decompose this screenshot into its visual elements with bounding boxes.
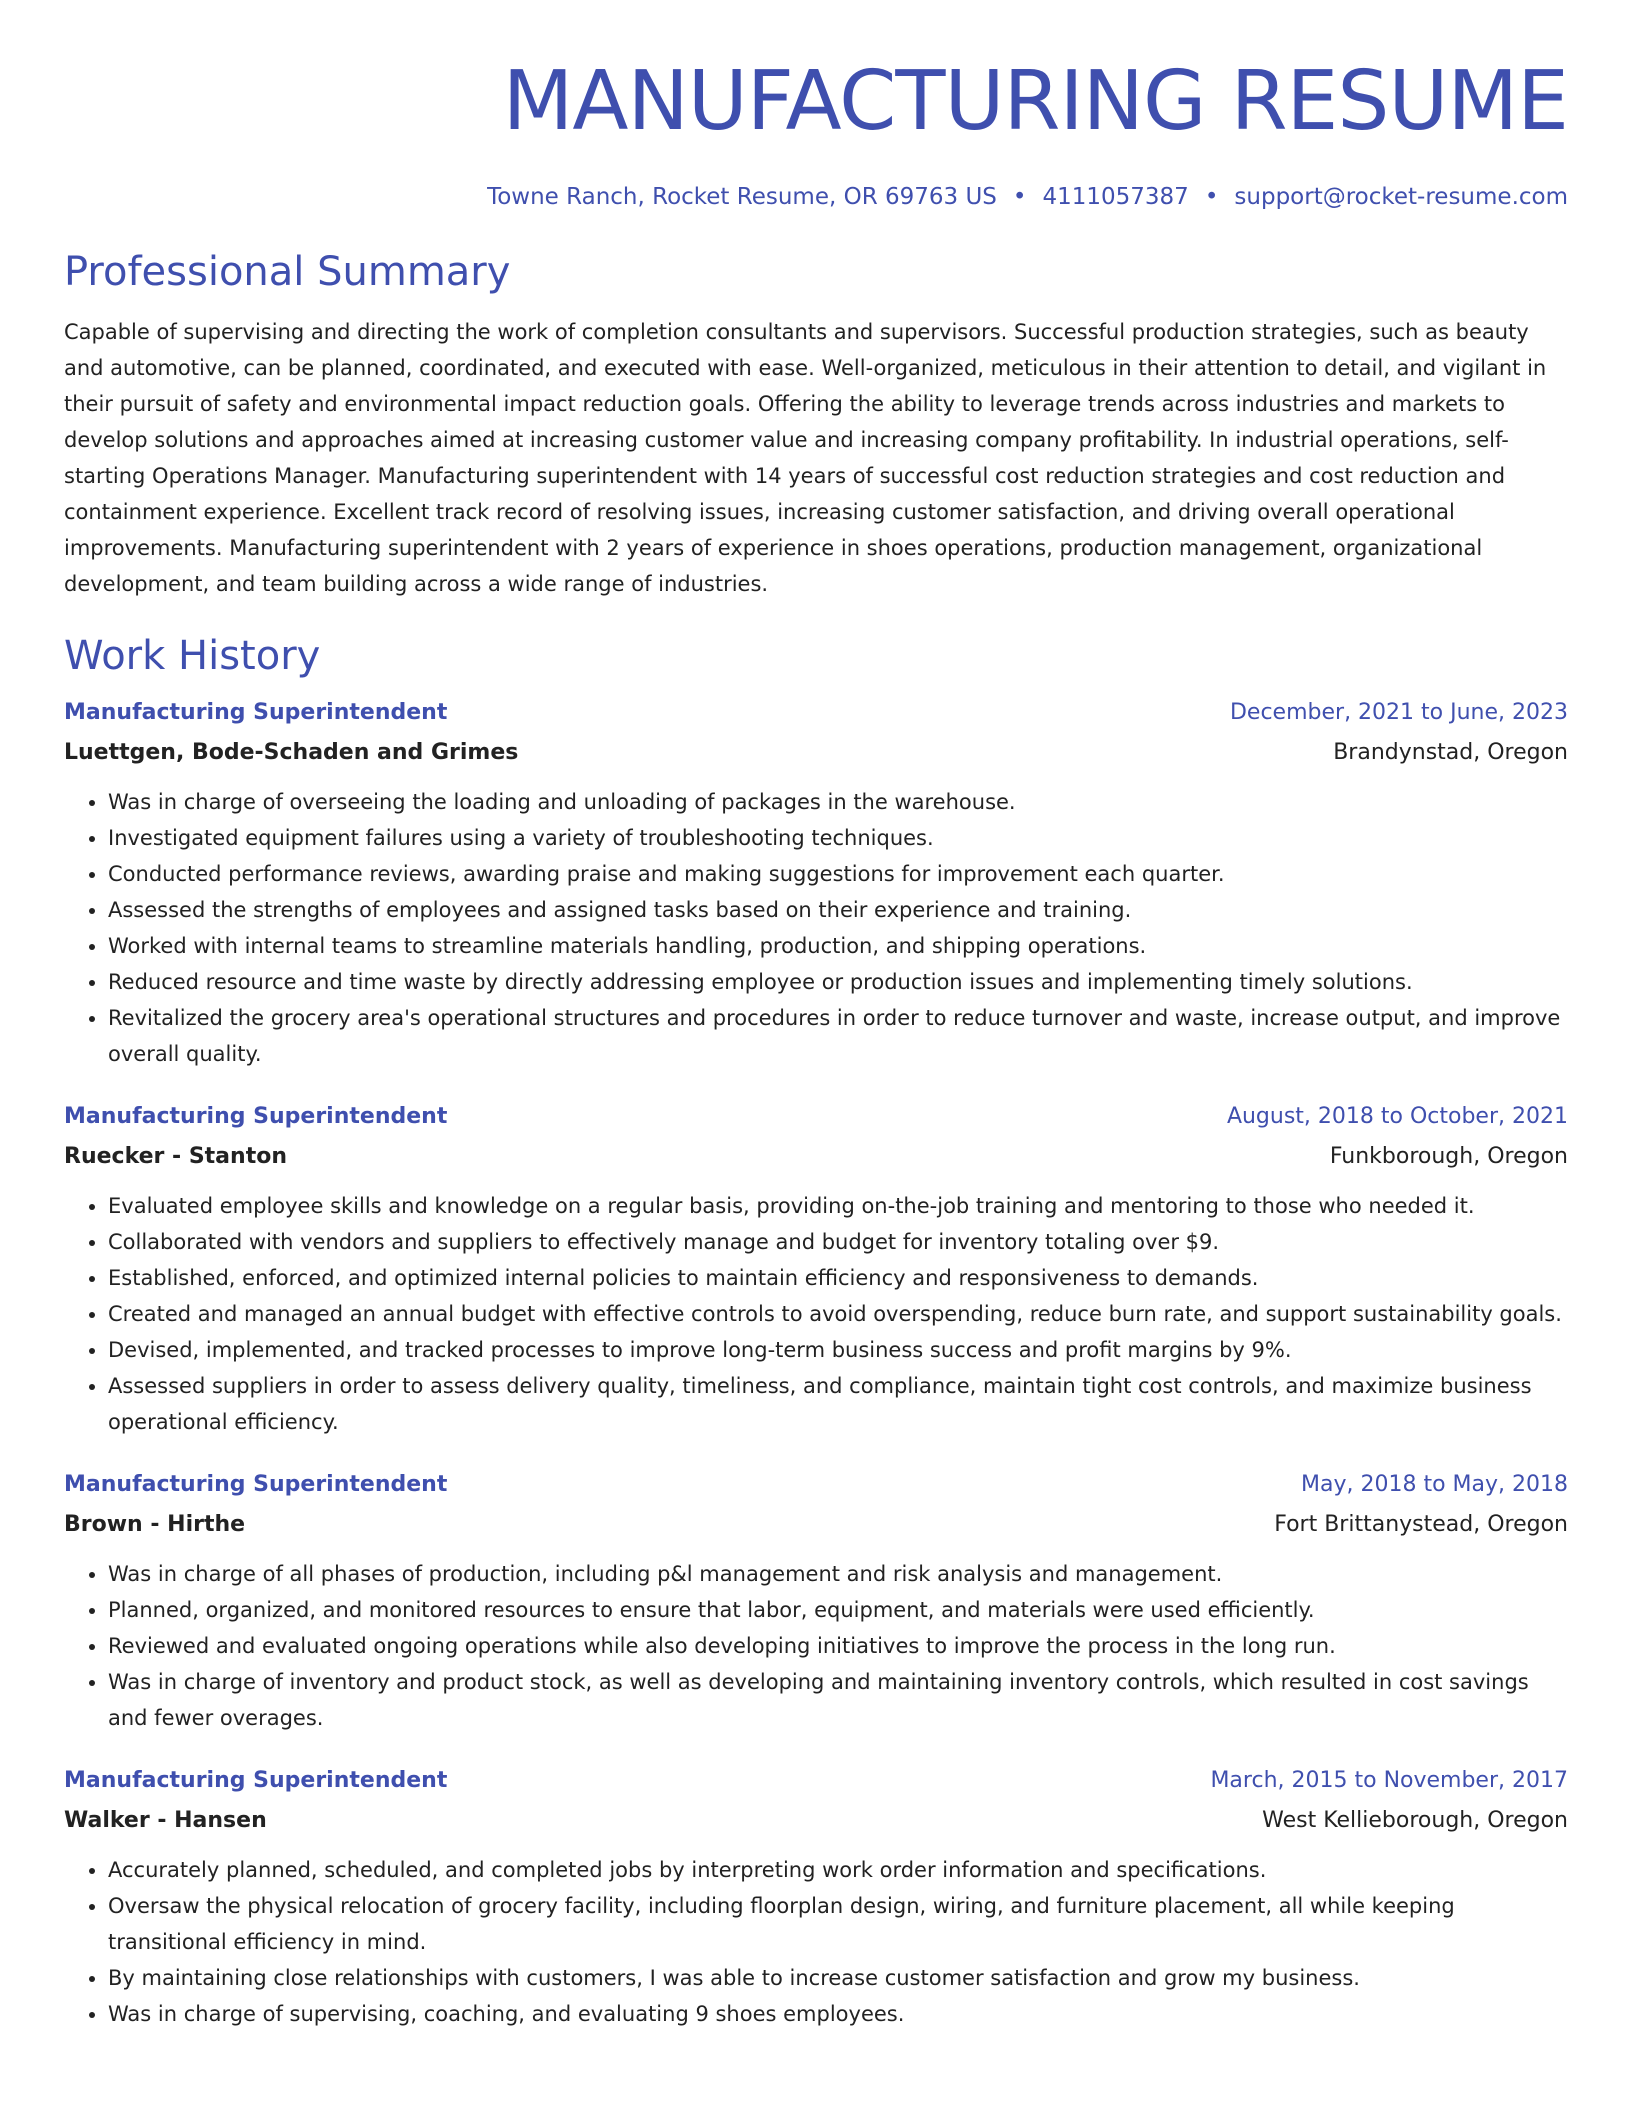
job-dates: December, 2021 to June, 2023 — [1229, 700, 1568, 725]
resume-title: MANUFACTURING RESUME — [502, 54, 1568, 149]
job-title: Manufacturing Superintendent — [64, 1104, 448, 1129]
summary-heading: Professional Summary — [64, 249, 511, 295]
job-bullet: • Oversaw the physical relocation of grocery facility, including floorplan design, wiring, and furniture placement, all while keeping transitional efficiency in mind. — [108, 1888, 1568, 1960]
job-company: Ruecker - Stanton — [64, 1144, 287, 1169]
work-history-list — [64, 698, 1568, 2032]
job-bullet: • Investigated equipment failures using a variety of troubleshooting techniques. — [108, 820, 1568, 856]
job-bullets — [64, 1852, 1568, 2032]
contact-email: support@rocket-resume.com — [1234, 184, 1568, 210]
job-title-row — [64, 1766, 1568, 1796]
job-bullet: • Assessed the strengths of employees and assigned tasks based on their experience and training. — [108, 892, 1568, 928]
job-title: Manufacturing Superintendent — [64, 700, 448, 725]
job-title-row — [64, 698, 1568, 728]
job-company-row — [64, 738, 1568, 768]
job-company-row — [64, 1806, 1568, 1836]
job-company-row — [64, 1142, 1568, 1172]
job-entry — [64, 1766, 1568, 2032]
contact-phone: 4111057387 — [1042, 184, 1189, 210]
job-company: Luettgen, Bode-Schaden and Grimes — [64, 740, 519, 765]
job-bullet: • Assessed suppliers in order to assess delivery quality, timeliness, and compliance, maintain tight cost controls, and maximize business operational efficiency. — [108, 1368, 1568, 1440]
job-location: West Kellieborough, Oregon — [1262, 1808, 1568, 1833]
job-bullets — [64, 1556, 1568, 1736]
job-bullet: • Reduced resource and time waste by directly addressing employee or production issues and implementing timely solutions. — [108, 964, 1568, 1000]
job-bullet: • Evaluated employee skills and knowledge on a regular basis, providing on-the-job training and mentoring to those who needed it. — [108, 1188, 1568, 1224]
job-bullet: • Was in charge of supervising, coaching, and evaluating 9 shoes employees. — [108, 1996, 1568, 2032]
job-location: Fort Brittanystead, Oregon — [1274, 1512, 1568, 1537]
job-bullet: • By maintaining close relationships with customers, I was able to increase customer satisfaction and grow my business. — [108, 1960, 1568, 1996]
contact-separator: • — [1012, 184, 1027, 210]
job-company: Brown - Hirthe — [64, 1512, 246, 1537]
job-bullet: • Devised, implemented, and tracked processes to improve long-term business success and profit margins by 9%. — [108, 1332, 1568, 1368]
resume-page — [64, 0, 1568, 2032]
job-bullet: • Accurately planned, scheduled, and completed jobs by interpreting work order information and specifications. — [108, 1852, 1568, 1888]
job-bullet: • Was in charge of overseeing the loading and unloading of packages in the warehouse. — [108, 784, 1568, 820]
job-location: Brandynstad, Oregon — [1333, 740, 1568, 765]
contact-separator: • — [1204, 184, 1219, 210]
job-title-row — [64, 1102, 1568, 1132]
job-title: Manufacturing Superintendent — [64, 1472, 448, 1497]
summary-text: Capable of supervising and directing the work of completion consultants and supervisors. Successful production strategies, such as beauty and automotive, can be planned, coordinated, and executed with ease. Well-organized, meticulous in their attention to detail, and vigilant in their pursuit of safety and environmental impact reduction goals. Offering the ability to leverage trends across industries and markets to develop solutions and approaches aimed at increasing customer value and increasing company profitability. In industrial operations, self-starting Operations Manager. Manufacturing superintendent with 14 years of successful cost reduction strategies and cost reduction and containment experience. Excellent track record of resolving issues, increasing customer satisfaction, and driving overall operational improvements. Manufacturing superintendent with 2 years of experience in shoes operations, production management, organizational development, and team building across a wide range of industries. — [64, 320, 1547, 596]
job-bullets — [64, 784, 1568, 1072]
contact-address: Towne Ranch, Rocket Resume, OR 69763 US — [487, 184, 997, 210]
job-bullet: • Revitalized the grocery area's operational structures and procedures in order to reduce turnover and waste, increase output, and improve overall quality. — [108, 1000, 1568, 1072]
job-bullet: • Worked with internal teams to streamline materials handling, production, and shipping operations. — [108, 928, 1568, 964]
job-bullet: • Conducted performance reviews, awarding praise and making suggestions for improvement each quarter. — [108, 856, 1568, 892]
job-company: Walker - Hansen — [64, 1808, 267, 1833]
job-dates: March, 2015 to November, 2017 — [1210, 1768, 1568, 1793]
job-entry — [64, 698, 1568, 1072]
job-entry — [64, 1470, 1568, 1736]
job-bullet: • Was in charge of all phases of production, including p&l management and risk analysis and management. — [108, 1556, 1568, 1592]
job-location: Funkborough, Oregon — [1329, 1144, 1568, 1169]
contact-line — [64, 182, 1568, 212]
job-title-row — [64, 1470, 1568, 1500]
job-bullets — [64, 1188, 1568, 1440]
job-bullet: • Was in charge of inventory and product stock, as well as developing and maintaining inventory controls, which resulted in cost savings and fewer overages. — [108, 1664, 1568, 1736]
work-history-heading: Work History — [64, 633, 321, 679]
job-entry — [64, 1102, 1568, 1440]
job-dates: May, 2018 to May, 2018 — [1301, 1472, 1568, 1497]
job-bullet: • Collaborated with vendors and suppliers to effectively manage and budget for inventory totaling over $9. — [108, 1224, 1568, 1260]
job-company-row — [64, 1510, 1568, 1540]
job-dates: August, 2018 to October, 2021 — [1226, 1104, 1568, 1129]
job-bullet: • Reviewed and evaluated ongoing operations while also developing initiatives to improve the process in the long run. — [108, 1628, 1568, 1664]
job-bullet: • Created and managed an annual budget with effective controls to avoid overspending, reduce burn rate, and support sustainability goals. — [108, 1296, 1568, 1332]
job-bullet: • Established, enforced, and optimized internal policies to maintain efficiency and responsiveness to demands. — [108, 1260, 1568, 1296]
job-bullet: • Planned, organized, and monitored resources to ensure that labor, equipment, and materials were used efficiently. — [108, 1592, 1568, 1628]
job-title: Manufacturing Superintendent — [64, 1768, 448, 1793]
